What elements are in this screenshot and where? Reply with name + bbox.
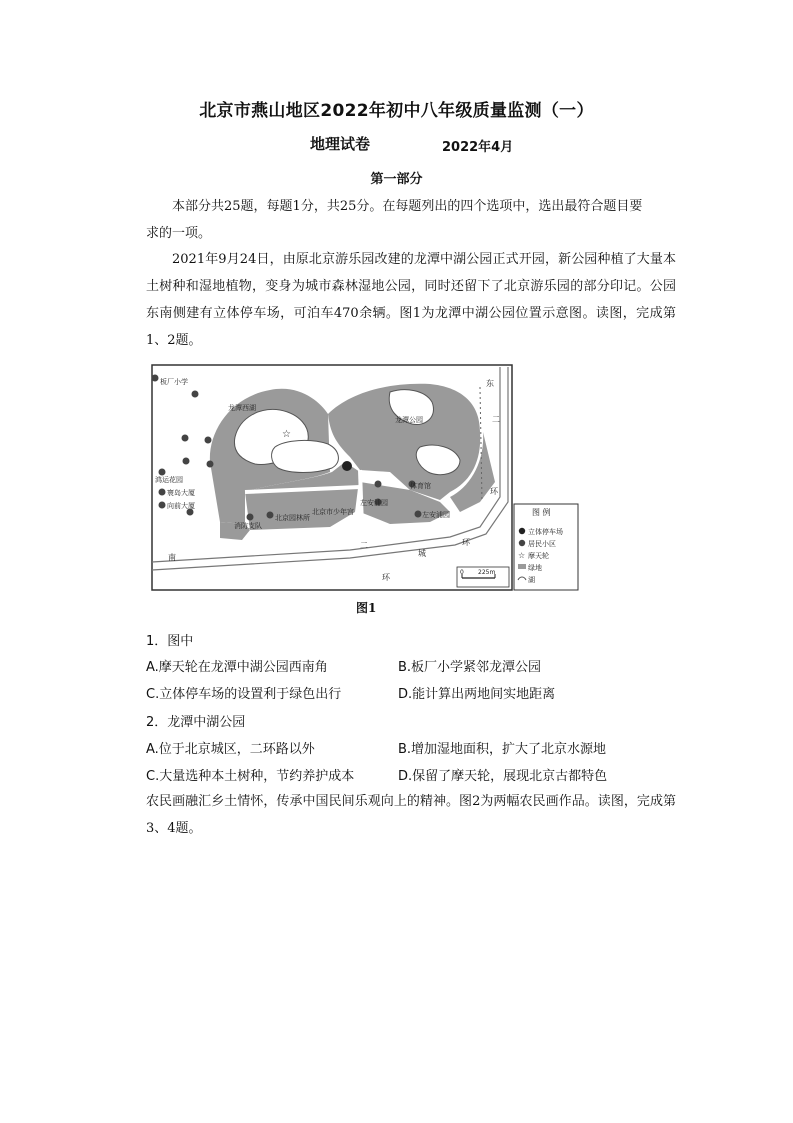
map-label-huan2: 环: [382, 573, 390, 582]
legend-parking-icon: [519, 528, 525, 534]
exam-date: 2022年4月: [442, 140, 514, 155]
map-label-zuoan2: 左安浦园: [422, 511, 450, 519]
legend-star-icon: ☆: [518, 551, 526, 560]
map-label-building2: 向前大厦: [167, 502, 195, 510]
map-label-ring-e1: 二: [492, 415, 500, 424]
instructions-line2: 求的一项。: [146, 226, 212, 241]
question-1-option-a[interactable]: A.摩天轮在龙潭中湖公园西南角: [146, 660, 328, 675]
ferris-wheel-marker: ☆: [282, 429, 291, 440]
map-label-school: 板厂小学: [160, 378, 188, 386]
map-label-zuoan1: 左安浦园: [360, 499, 388, 507]
map-label-longtan-west: 龙潭西湖: [228, 404, 256, 412]
map-label-youth-palace: 北京市少年宫: [312, 508, 354, 516]
question-2-stem: 2．龙潭中湖公园: [146, 715, 246, 730]
scale-bar: [457, 567, 509, 587]
map-label-two: 二: [360, 541, 368, 550]
svg-text:225m: 225m: [478, 569, 496, 576]
map-label-fire: 消防支队: [234, 522, 262, 530]
map-label-landscape: 北京园林所: [275, 514, 310, 522]
legend-residential-icon: [519, 540, 525, 546]
passage-1: [146, 246, 676, 354]
exam-subject: 地理试卷: [310, 135, 371, 153]
legend-item-ferris: 摩天轮: [528, 552, 549, 560]
park-location-map: [150, 362, 580, 592]
instructions-line1: 本部分共25题，每题1分，共25分。在每题列出的四个选项中，选出最符合题目要: [172, 199, 643, 214]
map-label-huan: 环: [462, 538, 470, 547]
map-label-hongyun: 鸿运花园: [155, 476, 183, 484]
svg-text:0: 0: [460, 569, 464, 576]
question-2-option-c[interactable]: C.大量选种本土树种，节约养护成本: [146, 769, 355, 784]
legend-item-parking: 立体停车场: [528, 528, 563, 536]
legend-item-residential: 居民小区: [528, 540, 556, 548]
map-label-ring-e2: 环: [490, 487, 498, 496]
figure-1-caption: 图1: [356, 601, 377, 615]
instructions: [146, 193, 676, 247]
question-1-option-c[interactable]: C.立体停车场的设置利于绿色出行: [146, 687, 342, 702]
question-2-option-b[interactable]: B.增加湿地面积，扩大了北京水源地: [398, 742, 607, 757]
question-1-option-b[interactable]: B.板厂小学紧邻龙潭公园: [398, 660, 542, 675]
question-1-option-d[interactable]: D.能计算出两地间实地距离: [398, 687, 556, 702]
passage-1-text: 2021年9月24日，由原北京游乐园改建的龙潭中湖公园正式开园，新公园种植了大量本土树种和湿地植物，变身为城市森林湿地公园，同时还留下了北京游乐园的部分印记。公园东南侧建有立体停车场，可泊车470余辆。图1为龙潭中湖公园位置示意图。读图，完成第1、2题。: [146, 252, 676, 348]
legend-item-lake: 湖: [528, 576, 535, 584]
map-label-cheng: 城: [418, 549, 426, 558]
map-label-east: 东: [486, 379, 494, 388]
map-label-longtan-park: 龙潭公园: [395, 416, 423, 424]
question-2-option-d[interactable]: D.保留了摩天轮，展现北京古都特色: [398, 769, 608, 784]
question-2-option-a[interactable]: A.位于北京城区，二环路以外: [146, 742, 315, 757]
map-label-south: 南: [168, 553, 176, 562]
page-title: 北京市燕山地区2022年初中八年级质量监测（一）: [199, 101, 594, 121]
legend-green-icon: [518, 564, 526, 569]
legend-item-green: 绿地: [528, 564, 542, 572]
map-legend: [514, 504, 578, 590]
section-heading: 第一部分: [370, 172, 423, 187]
svg-text:P: P: [344, 463, 349, 471]
map-label-gym: 体育馆: [410, 482, 431, 490]
passage-2: 农民画融汇乡土情怀，传承中国民间乐观向上的精神。图2为两幅农民画作品。读图，完成第3、4题。: [146, 794, 676, 836]
question-1-stem: 1．图中: [146, 634, 194, 649]
legend-title: 图 例: [532, 508, 551, 517]
map-label-zhonghu-park: 龙潭中湖公园: [276, 458, 318, 466]
map-label-building1: 寰岛大厦: [167, 489, 195, 497]
